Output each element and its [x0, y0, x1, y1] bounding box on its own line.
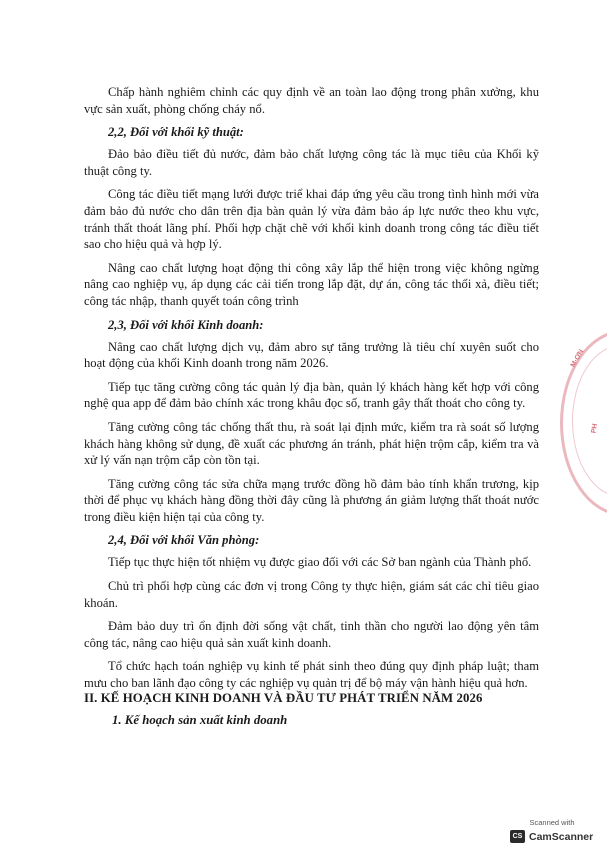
paragraph: Công tác điều tiết mạng lưới được triể khai đáp ứng yêu cầu trong tình hình mới vừa đảm bảo đủ nước cho dân trên địa bàn quản lý vừa đảm bảo áp lực nước theo khu vực, tránh thất thoát lãng phí. Phối hợp chặt chẽ với khối kinh doanh trong công tác điều tiết sao cho hiệu quả và hợp lý. [84, 187, 539, 252]
heading-technical-block: 2,2, Đối với khối kỹ thuật: [108, 125, 244, 140]
paragraph: Tăng cường công tác chống thất thu, rà soát lại định mức, kiểm tra rà soát số lượng khách hàng không sử dụng, đề xuất các phương án tránh, phát hiện trộm cắp, kiểm tra và xử lý vấn nạn trộm cắp còn tồn tại. [84, 419, 539, 468]
seal-text-side: PH [590, 423, 600, 434]
paragraph: Nâng cao chất lượng hoạt động thi công xây lắp thể hiện trong việc không ngừng nâng cao nghiệp vụ, áp dụng các cải tiến trong lắp đặt, dự án, công tác thối xả, điều tiết; công tác nhập, thanh quyết toán công trình [84, 260, 539, 308]
paragraph: Tiếp tục tăng cường công tác quản lý địa bàn, quản lý khách hàng kết hợp với công nghệ qua app để đảm bảo chính xác trong khâu đọc số, tranh gây thất thoát cho công ty. [84, 379, 539, 411]
camscanner-watermark [510, 818, 594, 854]
paragraph: Tăng cường công tác sửa chữa mạng trước đồng hồ đảm bảo tính khẩn trương, kịp thời để phục vụ khách hàng đồng thời đây cũng là phương án giảm lượng thất thoát nước trong điều kiện hiện tại của công ty. [84, 476, 539, 524]
document-body [84, 84, 539, 699]
watermark-caption: Scanned with [529, 818, 575, 827]
paragraph: Tiếp tục thực hiện tốt nhiệm vụ được giao đối với các Sở ban ngành của Thành phố. [108, 555, 532, 570]
camscanner-logo-icon: CS [510, 830, 525, 843]
paragraph: Chủ trì phối hợp cùng các đơn vị trong Công ty thực hiện, giám sát các chỉ tiêu giao khoán. [84, 579, 539, 610]
heading-business-block: 2,3, Đối với khối Kinh doanh: [108, 317, 264, 332]
section-ii-subheading: 1. Kế hoạch sản xuất kinh doanh [112, 713, 288, 727]
paragraph: Đảo bảo điều tiết đủ nước, đảm bảo chất lượng công tác là mục tiêu của Khối kỹ thuật công ty. [84, 147, 539, 178]
seal-text-top: M·ƠN [569, 348, 586, 369]
heading-office-block: 2,4, Đối với khối Văn phòng: [108, 533, 260, 548]
section-ii-heading: II. KẾ HOẠCH KINH DOANH VÀ ĐẦU TƯ PHÁT TRIỂN NĂM 2026 [84, 691, 483, 705]
watermark-brand: CamScanner [529, 830, 594, 843]
paragraph-safety: Chấp hành nghiêm chỉnh các quy định về an toàn lao động trong phân xưởng, khu vực sản xuất, phòng chống cháy nổ. [84, 85, 539, 116]
paragraph: Tổ chức hạch toán nghiệp vụ kinh tế phát sinh theo đúng quy định pháp luật; tham mưu cho ban lãnh đạo công ty các nghiệp vụ quản trị để bộ máy vận hành hiệu quả hơn. [84, 659, 539, 691]
paragraph: Nâng cao chất lượng dịch vụ, đảm abro sự tăng trưởng là tiêu chí xuyên suốt cho hoạt động của khối Kinh doanh trong năm 2026. [84, 339, 539, 371]
paragraph: Đảm bảo duy trì ổn định đời sống vật chất, tinh thần cho người lao động yên tâm công tác, nâng cao hiệu quả sản xuất kinh doanh. [84, 619, 539, 650]
